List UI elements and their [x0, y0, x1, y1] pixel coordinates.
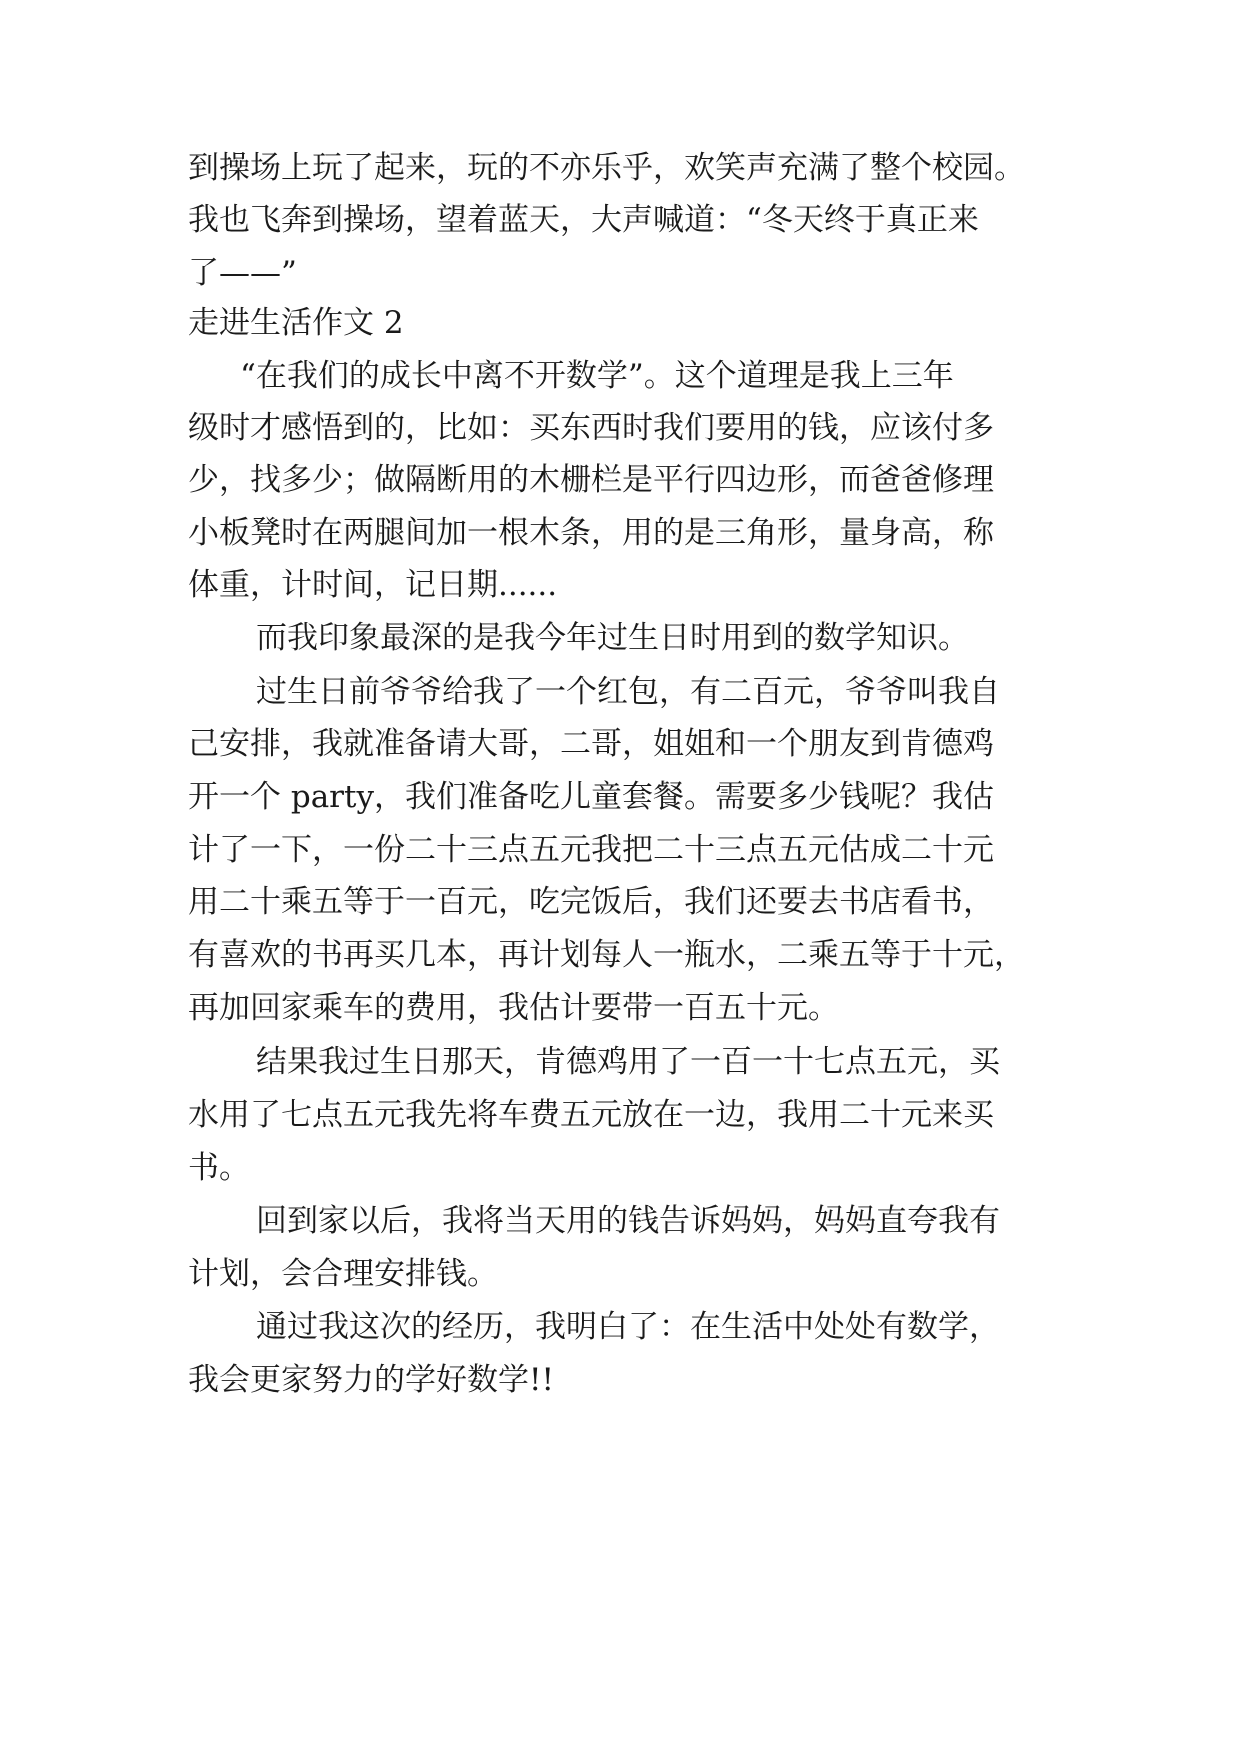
text-line: 少，找多少；做隔断用的木栅栏是平行四边形，而爸爸修理 [188, 462, 994, 498]
text-line: 级时才感悟到的，比如：买东西时我们要用的钱，应该付多 [188, 410, 994, 446]
text-line: 书。 [188, 1150, 250, 1186]
text-line: 我会更家努力的学好数学!! [188, 1362, 554, 1398]
text-line: “在我们的成长中离不开数学”。这个道理是我上三年 [240, 358, 954, 394]
text-line: 用二十乘五等于一百元，吃完饭后，我们还要去书店看书， [188, 884, 994, 920]
text-line: 计了一下，一份二十三点五元我把二十三点五元估成二十元 [188, 832, 994, 868]
text-line: 水用了七点五元我先将车费五元放在一边，我用二十元来买 [188, 1097, 994, 1133]
text-line: 我也飞奔到操场，望着蓝天，大声喊道：“冬天终于真正来 [188, 202, 979, 238]
text-line: 小板凳时在两腿间加一根木条，用的是三角形，量身高，称 [188, 515, 994, 551]
text-line: 了——” [188, 255, 297, 291]
text-line: 体重，计时间，记日期...... [188, 567, 558, 603]
text-line: 过生日前爷爷给我了一个红包，有二百元，爷爷叫我自 [256, 674, 1000, 710]
text-line: 通过我这次的经历，我明白了：在生活中处处有数学， [256, 1309, 1000, 1345]
section-heading: 走进生活作文 2 [188, 305, 404, 341]
text-line: 回到家以后，我将当天用的钱告诉妈妈，妈妈直夸我有 [256, 1203, 1000, 1239]
text-line: 而我印象最深的是我今年过生日时用到的数学知识。 [256, 620, 969, 656]
text-line: 己安排，我就准备请大哥，二哥，姐姐和一个朋友到肯德鸡 [188, 726, 994, 762]
text-line: 有喜欢的书再买几本，再计划每人一瓶水，二乘五等于十元， [188, 937, 1025, 973]
text-line: 计划，会合理安排钱。 [188, 1256, 498, 1292]
text-line: 再加回家乘车的费用，我估计要带一百五十元。 [188, 990, 839, 1026]
text-line: 到操场上玩了起来，玩的不亦乐乎，欢笑声充满了整个校园。 [188, 150, 1025, 186]
text-line: 结果我过生日那天，肯德鸡用了一百一十七点五元，买 [256, 1044, 1000, 1080]
text-line: 开一个 party，我们准备吃儿童套餐。需要多少钱呢？我估 [188, 779, 994, 815]
